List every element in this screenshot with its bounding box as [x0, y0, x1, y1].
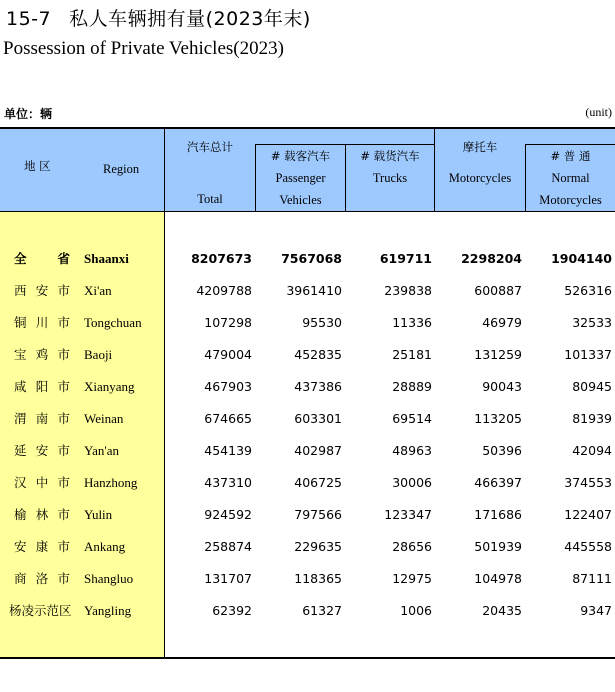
- region-cn: 杨凌示范区: [9, 603, 72, 618]
- header-bottom-rule: [0, 211, 615, 212]
- cell-motorcycles: 466397: [474, 475, 522, 490]
- header-moto-en: Motorcycles: [448, 171, 512, 185]
- region-en: Xianyang: [84, 379, 135, 394]
- cell-motorcycles: 113205: [474, 411, 522, 426]
- cell-total: 437310: [204, 475, 252, 490]
- header-region-cn: 地 区: [24, 159, 51, 173]
- cell-motorcycles: 104978: [474, 571, 522, 586]
- header-trucks-cn: # 载货汽车: [360, 149, 420, 163]
- unit-label-cn: 单位：辆: [4, 107, 53, 121]
- cell-total: 4209788: [196, 283, 252, 298]
- cell-total: 454139: [204, 443, 252, 458]
- header-passenger-en-2: Vehicles: [279, 193, 322, 207]
- region-cn: 宝鸡市: [14, 347, 70, 362]
- cell-motorcycles: 50396: [482, 443, 522, 458]
- region-en: Weinan: [84, 411, 124, 426]
- cell-total: 479004: [204, 347, 252, 362]
- cell-motorcycles: 600887: [474, 283, 522, 298]
- cell-passenger: 229635: [294, 539, 342, 554]
- table-row: [0, 371, 615, 403]
- region-en: Shaanxi: [84, 251, 129, 266]
- cell-motorcycles: 171686: [474, 507, 522, 522]
- region-en: Shangluo: [84, 571, 134, 586]
- table-row: [0, 499, 615, 531]
- cell-normal-motorcycles: 445558: [564, 539, 612, 554]
- region-en: Yan'an: [84, 443, 119, 458]
- unit-label-en: (unit): [585, 105, 612, 119]
- cell-total: 467903: [204, 379, 252, 394]
- cell-passenger: 437386: [294, 379, 342, 394]
- header-total-en: Total: [197, 192, 223, 206]
- cell-total: 62392: [212, 603, 252, 618]
- table-row: [0, 595, 615, 627]
- cell-passenger: 95530: [302, 315, 342, 330]
- region-en: Xi'an: [84, 283, 112, 298]
- cell-normal-motorcycles: 32533: [572, 315, 612, 330]
- region-cn: 全省: [14, 251, 70, 266]
- cell-motorcycles: 46979: [482, 315, 522, 330]
- region-en: Ankang: [84, 539, 126, 554]
- cell-normal-motorcycles: 9347: [580, 603, 612, 618]
- cell-motorcycles: 131259: [474, 347, 522, 362]
- cell-trucks: 28889: [392, 379, 432, 394]
- table-top-rule: [0, 127, 615, 129]
- cell-trucks: 25181: [392, 347, 432, 362]
- region-cn: 榆林市: [14, 507, 70, 522]
- cell-trucks: 11336: [392, 315, 432, 330]
- region-cn: 咸阳市: [14, 379, 70, 394]
- cell-trucks: 28656: [392, 539, 432, 554]
- cell-passenger: 402987: [294, 443, 342, 458]
- region-en: Hanzhong: [84, 475, 138, 490]
- cell-motorcycles: 2298204: [461, 251, 522, 266]
- header-normal-en-1: Normal: [551, 171, 590, 185]
- header-passenger-cn: # 载客汽车: [270, 149, 331, 163]
- cell-passenger: 797566: [294, 507, 342, 522]
- region-en: Baoji: [84, 347, 113, 362]
- cell-total: 8207673: [191, 251, 252, 266]
- cell-total: 131707: [204, 571, 252, 586]
- region-en: Tongchuan: [84, 315, 142, 330]
- cell-normal-motorcycles: 87111: [572, 571, 612, 586]
- table-row: [0, 563, 615, 595]
- cell-trucks: 69514: [392, 411, 432, 426]
- cell-passenger: 7567068: [281, 251, 342, 266]
- cell-passenger: 406725: [294, 475, 342, 490]
- cell-normal-motorcycles: 81939: [572, 411, 612, 426]
- table-row-shaanxi: [0, 243, 615, 275]
- region-cn: 铜川市: [14, 315, 70, 330]
- cell-normal-motorcycles: 1904140: [551, 251, 612, 266]
- region-cn: 延安市: [14, 443, 70, 458]
- cell-total: 924592: [204, 507, 252, 522]
- cell-trucks: 239838: [384, 283, 432, 298]
- header-total-cn: 汽车总计: [187, 140, 233, 154]
- cell-total: 258874: [204, 539, 252, 554]
- header-normal-cn: # 普 通: [550, 149, 591, 163]
- table-row: [0, 435, 615, 467]
- region-en: Yangling: [84, 603, 132, 618]
- table-row: [0, 339, 615, 371]
- cell-trucks: 30006: [392, 475, 432, 490]
- region-cn: 西安市: [14, 283, 70, 298]
- title-english: Possession of Private Vehicles(2023): [3, 38, 284, 59]
- cell-passenger: 61327: [302, 603, 342, 618]
- table-number: 15-7: [6, 8, 52, 30]
- cell-normal-motorcycles: 80945: [572, 379, 612, 394]
- table-bottom-rule: [0, 657, 615, 659]
- cell-trucks: 123347: [384, 507, 432, 522]
- header-moto-cn: 摩托车: [462, 140, 498, 154]
- header-trucks-en: Trucks: [372, 171, 408, 185]
- region-cn: 商洛市: [14, 571, 70, 586]
- region-cn: 安康市: [14, 539, 70, 554]
- cell-normal-motorcycles: 101337: [564, 347, 612, 362]
- header-region-en: Region: [103, 162, 140, 176]
- region-cn: 汉中市: [14, 475, 70, 490]
- cell-trucks: 1006: [400, 603, 432, 618]
- region-cn: 渭南市: [14, 411, 70, 426]
- cell-passenger: 452835: [294, 347, 342, 362]
- table-row: [0, 467, 615, 499]
- cell-trucks: 48963: [392, 443, 432, 458]
- table-row: [0, 531, 615, 563]
- cell-trucks: 619711: [379, 251, 432, 266]
- header-passenger-en-1: Passenger: [275, 171, 326, 185]
- cell-total: 107298: [204, 315, 252, 330]
- cell-normal-motorcycles: 42094: [572, 443, 612, 458]
- header-normal-en-2: Motorcycles: [539, 193, 602, 207]
- cell-total: 674665: [204, 411, 252, 426]
- cell-passenger: 3961410: [286, 283, 342, 298]
- table-row: [0, 307, 615, 339]
- region-en: Yulin: [84, 507, 113, 522]
- cell-normal-motorcycles: 122407: [564, 507, 612, 522]
- table-row: [0, 275, 615, 307]
- cell-passenger: 603301: [294, 411, 342, 426]
- cell-motorcycles: 90043: [482, 379, 522, 394]
- cell-motorcycles: 501939: [474, 539, 522, 554]
- cell-passenger: 118365: [294, 571, 342, 586]
- cell-motorcycles: 20435: [482, 603, 522, 618]
- title-chinese: 私人车辆拥有量(2023年末): [69, 8, 311, 30]
- cell-trucks: 12975: [392, 571, 432, 586]
- table-row: [0, 403, 615, 435]
- cell-normal-motorcycles: 374553: [564, 475, 612, 490]
- cell-normal-motorcycles: 526316: [564, 283, 612, 298]
- page-title: [6, 4, 311, 31]
